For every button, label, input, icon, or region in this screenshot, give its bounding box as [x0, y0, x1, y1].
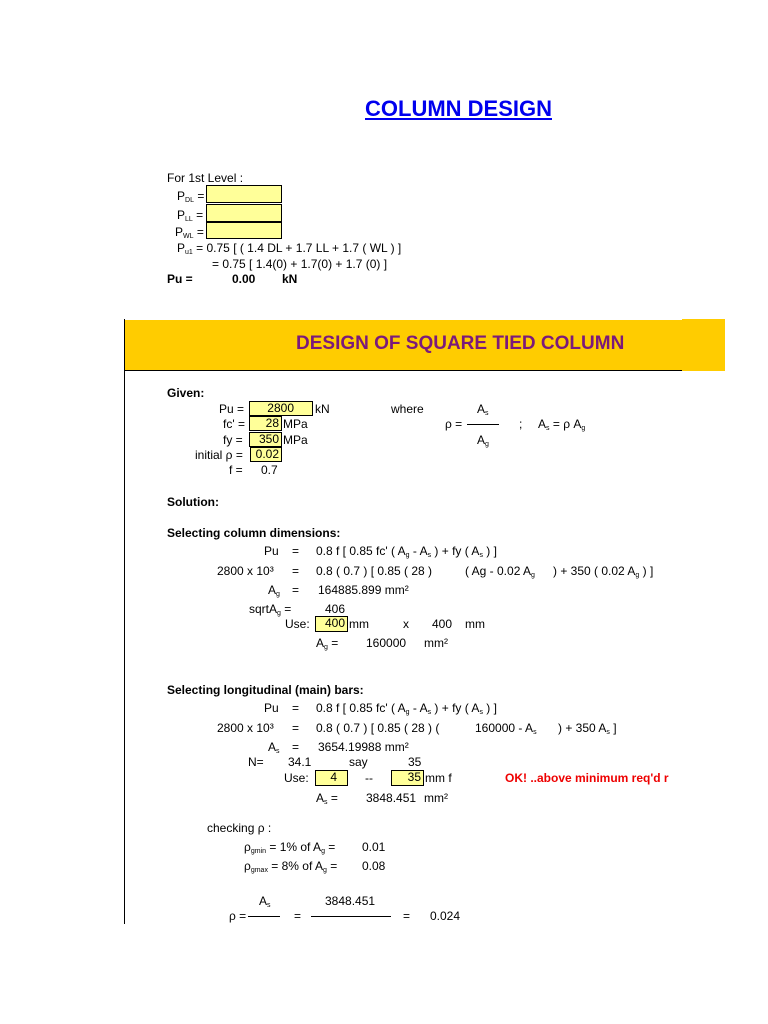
given-fc-unit: MPa — [283, 417, 308, 431]
given-fy-unit: MPa — [283, 433, 308, 447]
bars-eq2: = — [292, 721, 300, 735]
where-label: where — [391, 402, 424, 416]
bars-count-input[interactable]: 4 — [315, 770, 348, 786]
banner-bottom-edge — [125, 370, 682, 371]
dim-use-unit: mm — [349, 617, 369, 631]
dim-x: x — [403, 617, 409, 631]
dim-sqrt-label: sqrtA$_g$ = — [249, 602, 292, 617]
bars-n-value: 34.1 — [288, 755, 312, 769]
pdl-input[interactable] — [206, 185, 282, 203]
pu-unit: kN — [282, 272, 298, 286]
rho-numerator: $A_s$ — [477, 402, 489, 417]
given-fy-input[interactable]: 350 — [249, 432, 282, 447]
dim-rhs2c: ) + 350 ( 0.02 $A_g$ ) ] — [553, 564, 654, 579]
bars-rhs2c: ) + 350 $A_s$ ] — [558, 721, 617, 736]
bars-as2-value: 3848.451 — [366, 791, 417, 805]
as-equation: $A_s = \rho$ $A_g$ — [538, 417, 586, 432]
rho-fraction-bar — [467, 424, 499, 425]
solution-heading: Solution: — [167, 495, 219, 509]
bars-n-label: N= — [248, 755, 264, 769]
rho-eq: ρ = — [445, 417, 463, 431]
given-heading: Given: — [167, 386, 205, 400]
pu-value: 0.00 — [232, 272, 256, 286]
bars-as-value: 3654.19988 mm² — [318, 740, 409, 754]
dim-use-value2: 400 — [432, 617, 453, 631]
dim-ag2-value: 160000 — [366, 636, 407, 650]
bars-say-value: 35 — [408, 755, 422, 769]
bars-pu: Pu — [264, 701, 279, 715]
bars-as2-unit: mm² — [424, 791, 448, 805]
semicolon: ; — [519, 417, 523, 431]
dim-ag2-unit: mm² — [424, 636, 448, 650]
bars-rhs2a: 0.8 ( 0.7 ) [ 0.85 ( 28 ) ( — [316, 721, 440, 735]
check-frac-num-value: 3848.451 — [325, 894, 376, 908]
bars-as-label: $A_s$ — [268, 740, 280, 755]
first-level-heading: For 1st Level : — [167, 171, 244, 185]
given-pu-label: Pu = — [219, 402, 245, 416]
rho-min-value: 0.01 — [362, 840, 386, 854]
section-banner — [125, 319, 725, 371]
given-fc-label: fc' = — [223, 417, 245, 431]
check-fraction-bar-2 — [311, 916, 391, 917]
given-fy-label: fy = — [223, 433, 243, 447]
pu1-formula: $P_{u1} = 0.75$ [ ( 1.4 DL + 1.7 LL + 1.7 ( WL ) ] — [177, 241, 402, 256]
dim-pu: Pu — [264, 544, 279, 558]
pwl-input[interactable] — [206, 222, 282, 239]
bars-dia-input[interactable]: 35 — [391, 770, 424, 786]
check-rho-eq: ρ = — [229, 909, 247, 923]
pwl-label: $P_{WL}$ = — [175, 225, 204, 240]
bars-rhs2b: $160000 - A_s$ — [475, 721, 537, 736]
check-result: 0.024 — [430, 909, 461, 923]
dim-ag-value: 164885.899 mm² — [318, 583, 409, 597]
dim-use-label: Use: — [285, 617, 310, 631]
checking-heading: checking ρ : — [207, 821, 272, 835]
dim-use-unit2: mm — [465, 617, 485, 631]
bars-use-label: Use: — [284, 771, 309, 785]
dim-rhs2b: ( Ag - 0.02 $A_g$ — [465, 564, 535, 579]
dim-formula: 0.8 f [ 0.85 fc' ( $A_g - A_s$ ) + fy ( $A_s$ ) ] — [316, 544, 497, 559]
dim-eq1: = — [292, 544, 300, 558]
check-fraction-bar-1 — [248, 916, 280, 917]
dim-lhs2: 2800 x 10³ — [217, 564, 274, 578]
rho-min-label: $\rho_{gmin} = 1\%$ of $A_g$ = — [244, 840, 336, 855]
bars-dash: -- — [365, 771, 373, 785]
pu-label: Pu = — [167, 272, 193, 286]
dim-use-input[interactable]: 400 — [315, 616, 348, 632]
banner-top-edge — [125, 319, 682, 320]
bars-ok-message: OK! ..above minimum req'd r — [505, 771, 669, 785]
bars-eq3: = — [292, 740, 300, 754]
dimensions-heading: Selecting column dimensions: — [167, 526, 341, 540]
pu1-substitution: = 0.75 [ 1.4(0) + 1.7(0) + 1.7 (0) ] — [212, 257, 388, 271]
rho-max-value: 0.08 — [362, 859, 386, 873]
bars-as2-label: $A_s$ = — [316, 791, 338, 806]
dim-ag-label: $A_g$ — [268, 583, 280, 598]
page-title: COLUMN DESIGN — [365, 96, 552, 121]
bars-use-unit: mm f — [425, 771, 452, 785]
check-frac-num: $A_s$ — [259, 894, 271, 909]
given-phi-label: f = — [229, 463, 243, 477]
given-pu-input[interactable]: 2800 — [249, 401, 313, 416]
rho-denominator: $A_g$ — [477, 433, 489, 448]
dim-rhs2a: 0.8 ( 0.7 ) [ 0.85 ( 28 ) — [316, 564, 433, 578]
dim-sqrt-value: 406 — [325, 602, 346, 616]
pdl-label: $P_{DL}$ = — [177, 189, 205, 204]
dim-ag2-label: $A_g$ = — [316, 636, 339, 651]
banner-title: DESIGN OF SQUARE TIED COLUMN — [296, 333, 625, 354]
given-rho-label: initial ρ = — [195, 448, 243, 462]
given-fc-input[interactable]: 28 — [249, 416, 282, 431]
given-phi-value: 0.7 — [261, 463, 278, 477]
bars-eq1: = — [292, 701, 300, 715]
left-border — [124, 319, 125, 924]
bars-say: say — [349, 755, 368, 769]
check-eq2: = — [403, 909, 411, 923]
rho-max-label: $\rho_{gmax} = 8\%$ of $A_g$ = — [244, 859, 338, 874]
bars-lhs2: 2800 x 10³ — [217, 721, 274, 735]
given-pu-unit: kN — [315, 402, 330, 416]
check-eq1: = — [294, 909, 302, 923]
pll-input[interactable] — [206, 204, 282, 222]
bars-heading: Selecting longitudinal (main) bars: — [167, 683, 364, 697]
bars-formula: 0.8 f [ 0.85 fc' ( $A_g - A_s$ ) + fy ( $A_s$ ) ] — [316, 701, 497, 716]
dim-eq2: = — [292, 564, 300, 578]
dim-eq3: = — [292, 583, 300, 597]
pll-label: $P_{LL}$ = — [177, 208, 204, 223]
given-rho-input[interactable]: 0.02 — [250, 447, 282, 462]
